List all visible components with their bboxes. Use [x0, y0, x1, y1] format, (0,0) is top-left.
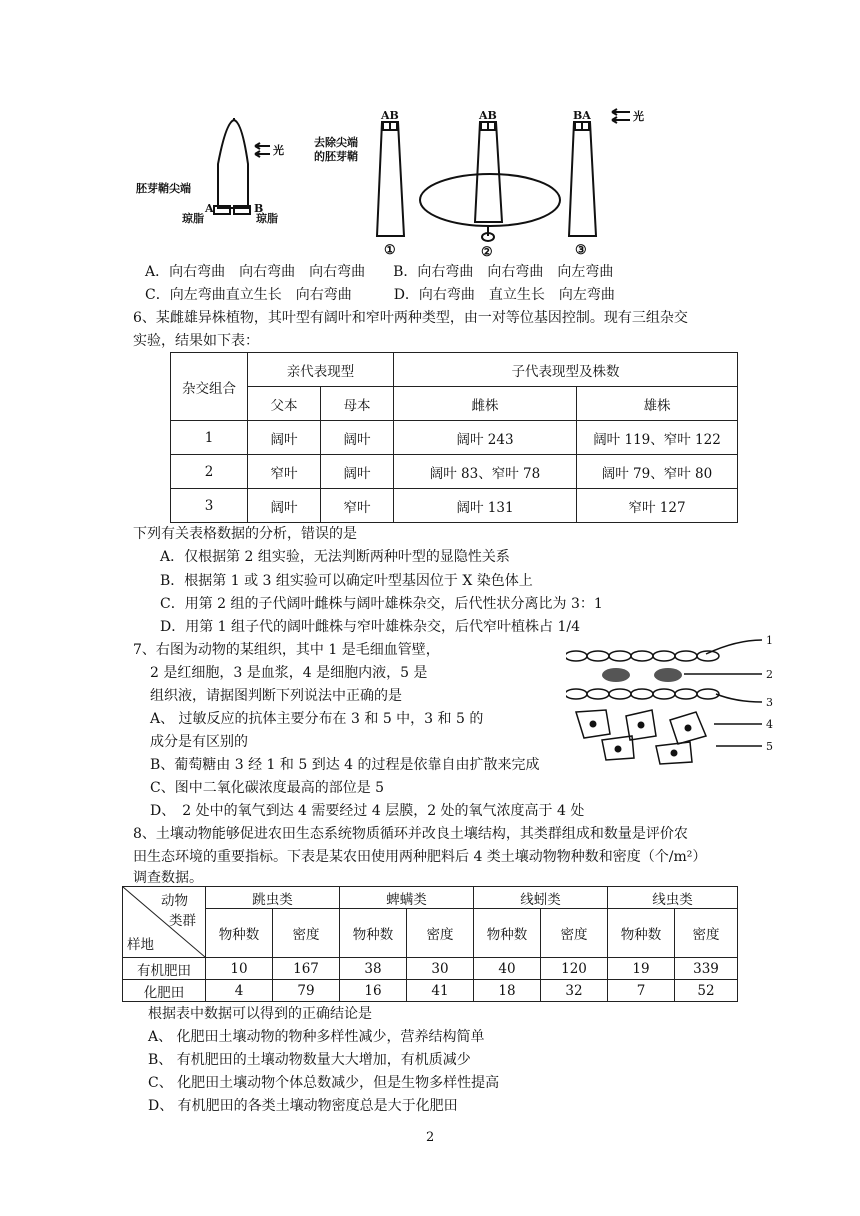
q6-option-d: D．用第 1 组子代的阔叶雌株与窄叶雄株杂交，后代窄叶植株占 1/4: [160, 619, 581, 635]
q5-options-line-2: C．向左弯曲直立生长 向右弯曲 D．向右弯曲 直立生长 向左弯曲: [145, 287, 615, 303]
cell: 7: [608, 980, 675, 1002]
q6-stem-2: 实验，结果如下表：: [133, 333, 259, 349]
cell: 有机肥田: [123, 958, 206, 980]
cell: 1: [171, 421, 248, 455]
cell: 密度: [541, 909, 608, 958]
cell: 2: [171, 455, 248, 489]
cell: 30: [407, 958, 474, 980]
label-light-1: 光: [273, 144, 284, 157]
q8-table: [122, 886, 738, 1002]
q6-table: [170, 352, 738, 523]
q8-option-a: A、 化肥田土壤动物的物种多样性减少，营养结构简单: [148, 1029, 485, 1045]
q6-option-c: C．用第 2 组的子代阔叶雌株与阔叶雄株杂交，后代性状分离比为 3：1: [160, 596, 603, 612]
tissue-figure: [566, 632, 780, 768]
fig-label-2: 2: [766, 668, 773, 681]
q8-corner-bottom: 样地: [127, 937, 154, 953]
cell: 密度: [675, 909, 738, 958]
cell: 120: [541, 958, 608, 980]
q6-h-group: 杂交组合: [171, 353, 248, 421]
cell: 化肥田: [123, 980, 206, 1002]
figure-num-2: ②: [481, 245, 493, 260]
fig-label-4: 4: [766, 718, 773, 731]
q6-option-b: B．根据第 1 或 3 组实验可以确定叶型基因位于 X 染色体上: [160, 573, 533, 589]
cell: 38: [340, 958, 407, 980]
cell: 4: [206, 980, 273, 1002]
figure-num-3: ③: [575, 243, 587, 258]
fig-label-1: 1: [766, 634, 773, 647]
table-row: [171, 421, 738, 455]
page-number: 2: [426, 1130, 435, 1145]
cell: 10: [206, 958, 273, 980]
cell: 52: [675, 980, 738, 1002]
table-row: [171, 489, 738, 523]
q7-line-3: 组织液，请据图判断下列说法中正确的是: [150, 688, 402, 704]
cell: 阔叶 79、窄叶 80: [577, 455, 738, 489]
cell: 32: [541, 980, 608, 1002]
cell: 339: [675, 958, 738, 980]
q7-option-a: A、 过敏反应的抗体主要分布在 3 和 5 中，3 和 5 的: [150, 711, 484, 727]
q8-corner-mid: 类群: [169, 913, 196, 929]
table-row: [123, 980, 738, 1002]
label-ab-1: AB: [381, 109, 399, 122]
q8-stem-3: 调查数据。: [133, 870, 203, 886]
cell: 16: [340, 980, 407, 1002]
cell: 19: [608, 958, 675, 980]
figure-num-1: ①: [384, 243, 396, 258]
q8-corner: [123, 887, 206, 958]
label-b: B: [254, 202, 264, 215]
q5-options-line-1: A．向右弯曲 向右弯曲 向右弯曲 B．向右弯曲 向右弯曲 向左弯曲: [145, 264, 614, 280]
cell: 窄叶: [321, 489, 394, 523]
q6-question: 下列有关表格数据的分析，错误的是: [133, 526, 357, 542]
cell: 18: [474, 980, 541, 1002]
label-light-3: 光: [633, 110, 644, 123]
q6-stem-1: 6、某雌雄异株植物，其叶型有阔叶和窄叶两种类型，由一对等位基因控制。现有三组杂交: [133, 310, 688, 326]
cell: 阔叶: [248, 489, 321, 523]
cell: 阔叶: [321, 455, 394, 489]
q7-line-1: 7、右图为动物的某组织，其中 1 是毛细血管壁，: [133, 642, 440, 658]
q8-group-4: 线虫类: [608, 887, 738, 909]
q7-option-c: C、图中二氧化碳浓度最高的部位是 5: [150, 780, 385, 796]
cell: 阔叶 119、窄叶 122: [577, 421, 738, 455]
table-row: [123, 958, 738, 980]
q6-h-offspring: 子代表现型及株数: [394, 353, 738, 387]
cell: 窄叶: [248, 455, 321, 489]
q6-h-father: 父本: [248, 387, 321, 421]
q8-stem-1: 8、土壤动物能够促进农田生态系统物质循环并改良土壤结构，其类群组成和数量是评价农: [133, 826, 688, 842]
q8-group-2: 蜱螨类: [340, 887, 474, 909]
q6-h-male: 雄株: [577, 387, 738, 421]
fig-label-3: 3: [766, 696, 773, 709]
q8-option-c: C、 化肥田土壤动物个体总数减少，但是生物多样性提高: [148, 1075, 500, 1091]
q8-question: 根据表中数据可以得到的正确结论是: [148, 1006, 372, 1022]
q8-option-b: B、 有机肥田的土壤动物数量大大增加，有机质减少: [148, 1052, 471, 1068]
cell: 阔叶 131: [394, 489, 577, 523]
coleoptile-figure: [130, 104, 670, 264]
cell: 阔叶 243: [394, 421, 577, 455]
q6-option-a: A．仅根据第 2 组实验，无法判断两种叶型的显隐性关系: [160, 549, 510, 565]
q7-line-2: 2 是红细胞，3 是血浆，4 是细胞内液，5 是: [150, 665, 428, 681]
cell: 41: [407, 980, 474, 1002]
q7-option-b: B、葡萄糖由 3 经 1 和 5 到达 4 的过程是依靠自由扩散来完成: [150, 757, 540, 773]
label-ba-3: BA: [573, 109, 591, 122]
cell: 密度: [407, 909, 474, 958]
cell: 物种数: [206, 909, 273, 958]
cell: 阔叶: [248, 421, 321, 455]
label-removed-tip-2: 的胚芽鞘: [314, 150, 358, 163]
q7-option-a-cont: 成分是有区别的: [150, 734, 248, 750]
cell: 40: [474, 958, 541, 980]
label-agar-right: 琼脂: [256, 212, 278, 225]
q7-option-d: D、 2 处中的氧气到达 4 需要经过 4 层膜，2 处的氧气浓度高于 4 处: [150, 803, 585, 819]
label-a: A: [205, 202, 214, 215]
cell: 阔叶: [321, 421, 394, 455]
cell: 密度: [273, 909, 340, 958]
q6-h-parent: 亲代表现型: [248, 353, 394, 387]
fig-label-5: 5: [766, 740, 773, 753]
q8-group-3: 线蚓类: [474, 887, 608, 909]
cell: 79: [273, 980, 340, 1002]
cell: 167: [273, 958, 340, 980]
cell: 物种数: [608, 909, 675, 958]
q8-option-d: D、 有机肥田的各类土壤动物密度总是大于化肥田: [148, 1098, 458, 1114]
q8-stem-2: 田生态环境的重要指标。下表是某农田使用两种肥料后 4 类土壤动物物种数和密度（个/m²）: [133, 849, 707, 865]
cell: 窄叶 127: [577, 489, 738, 523]
cell: 3: [171, 489, 248, 523]
label-removed-tip-1: 去除尖端: [314, 136, 358, 149]
q6-h-female: 雌株: [394, 387, 577, 421]
cell: 物种数: [340, 909, 407, 958]
label-coleoptile-tip: 胚芽鞘尖端: [136, 182, 191, 195]
table-row: [171, 455, 738, 489]
cell: 物种数: [474, 909, 541, 958]
label-ab-2: AB: [479, 109, 497, 122]
cell: 阔叶 83、窄叶 78: [394, 455, 577, 489]
q8-group-1: 跳虫类: [206, 887, 340, 909]
label-agar-left: 琼脂: [182, 212, 204, 225]
q6-h-mother: 母本: [321, 387, 394, 421]
q8-corner-top: 动物: [161, 893, 188, 909]
